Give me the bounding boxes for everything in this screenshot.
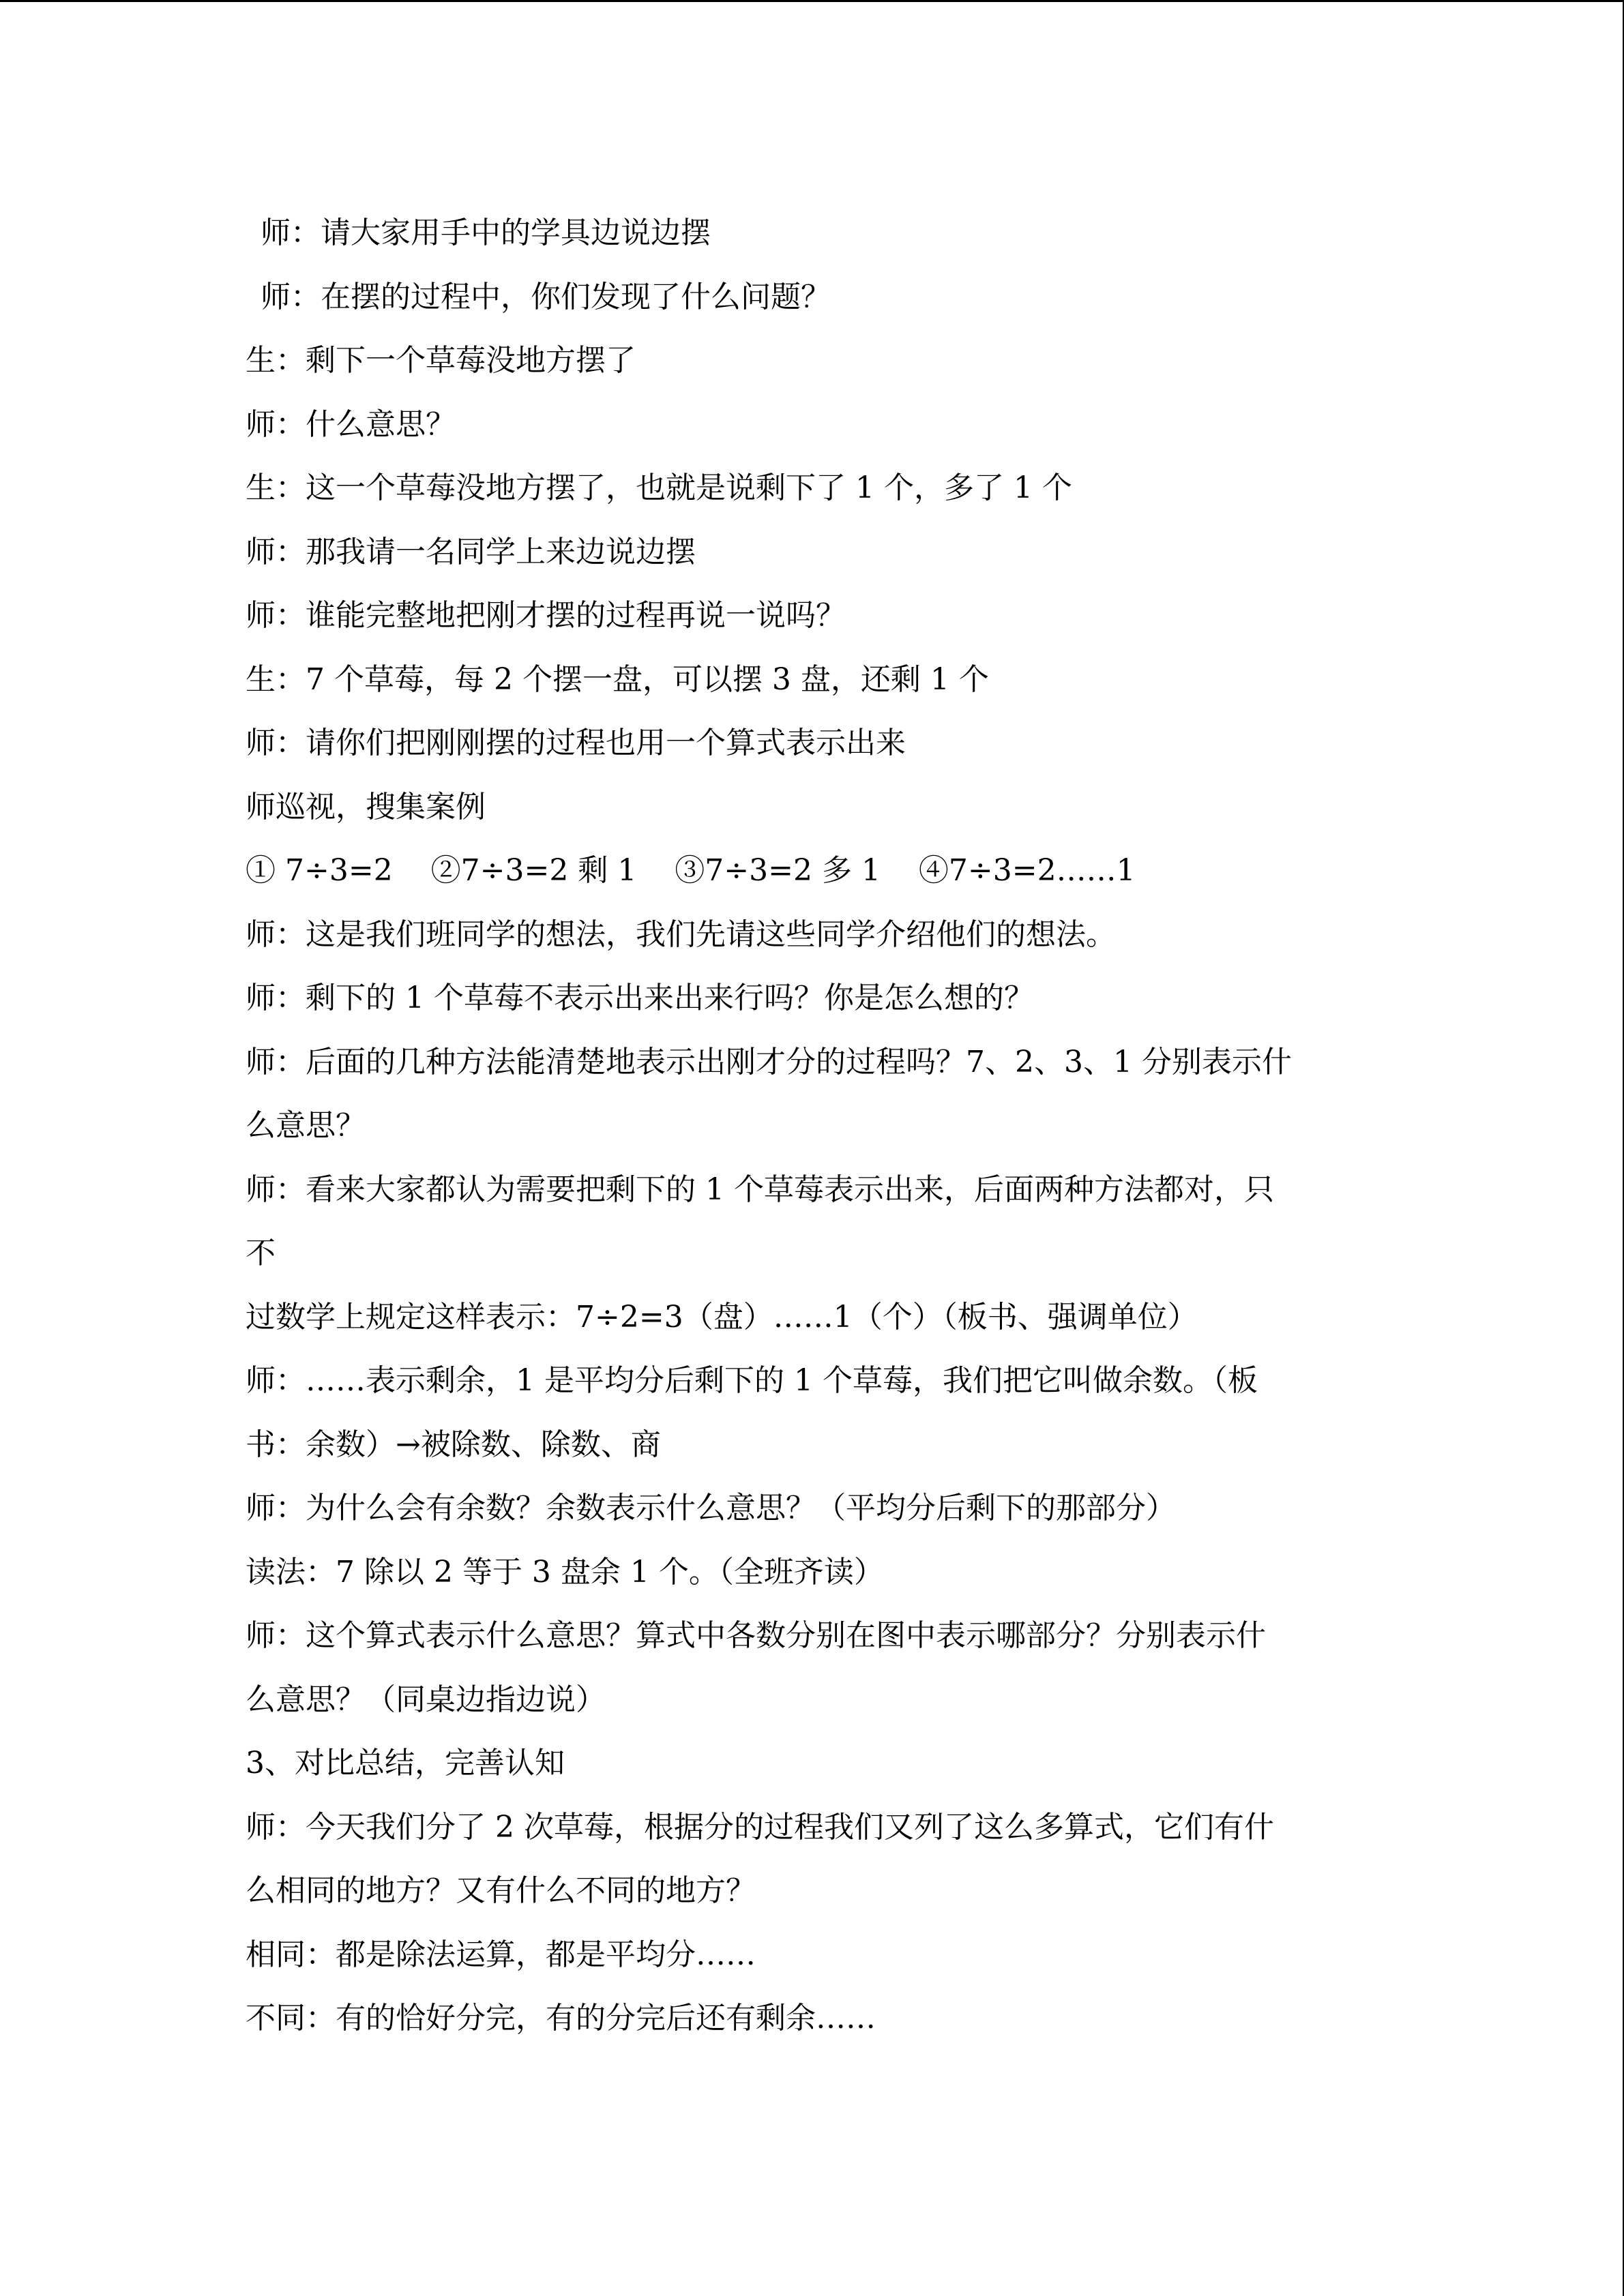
text-line: 么意思？ <box>246 1108 366 1143</box>
text-line: ① 7÷3=2 ②7÷3=2 剩 1 ③7÷3=2 多 1 ④7÷3=2……1 <box>246 853 1136 888</box>
text-line: 师巡视，搜集案例 <box>246 789 486 824</box>
text-line: 读法：7 除以 2 等于 3 盘余 1 个。（全班齐读） <box>246 1554 884 1590</box>
text-line: 师：那我请一名同学上来边说边摆 <box>246 534 696 569</box>
text-line: 师：后面的几种方法能清楚地表示出刚才分的过程吗？7、2、3、1 分别表示什 <box>246 1044 1292 1079</box>
text-line: 生：剩下一个草莓没地方摆了 <box>246 343 636 378</box>
text-line: 师：请大家用手中的学具边说边摆 <box>261 215 711 250</box>
text-line: 书：余数）→被除数、除数、商 <box>246 1427 661 1462</box>
text-line: 么相同的地方？又有什么不同的地方？ <box>246 1873 756 1908</box>
text-line: 相同：都是除法运算，都是平均分…… <box>246 1937 756 1972</box>
text-line: 过数学上规定这样表示：7÷2=3（盘）……1（个）（板书、强调单位） <box>246 1299 1198 1335</box>
text-line: 师：这个算式表示什么意思？算式中各数分别在图中表示哪部分？分别表示什 <box>246 1618 1266 1653</box>
text-line: 师：今天我们分了 2 次草莓，根据分的过程我们又列了这么多算式，它们有什 <box>246 1809 1274 1845</box>
text-line: 师：什么意思？ <box>246 406 456 442</box>
text-line: 师：请你们把刚刚摆的过程也用一个算式表示出来 <box>246 726 906 760</box>
text-line: 么意思？（同桌边指边说） <box>246 1682 606 1717</box>
top-border-line <box>0 0 1624 2</box>
text-line: 3、对比总结，完善认知 <box>246 1746 565 1780</box>
text-line: 师：剩下的 1 个草莓不表示出来出来行吗？你是怎么想的？ <box>246 981 1034 1015</box>
text-line: 不同：有的恰好分完，有的分完后还有剩余…… <box>246 2001 876 2036</box>
text-line: 师：谁能完整地把刚才摆的过程再说一说吗？ <box>246 598 846 633</box>
lesson-transcript <box>246 201 1378 2051</box>
text-line: 师：为什么会有余数？余数表示什么意思？（平均分后剩下的那部分） <box>246 1491 1176 1525</box>
text-line: 师：在摆的过程中，你们发现了什么问题？ <box>261 279 831 314</box>
text-line: 不 <box>246 1236 276 1270</box>
text-line: 生：这一个草莓没地方摆了，也就是说剩下了 1 个，多了 1 个 <box>246 471 1072 505</box>
text-line: 师：……表示剩余，1 是平均分后剩下的 1 个草莓，我们把它叫做余数。（板 <box>246 1363 1258 1398</box>
text-line: 生：7 个草莓，每 2 个摆一盘，可以摆 3 盘，还剩 1 个 <box>246 661 989 697</box>
text-line: 师：看来大家都认为需要把剩下的 1 个草莓表示出来，后面两种方法都对，只 <box>246 1172 1274 1207</box>
text-line: 师：这是我们班同学的想法，我们先请这些同学介绍他们的想法。 <box>246 916 1116 952</box>
